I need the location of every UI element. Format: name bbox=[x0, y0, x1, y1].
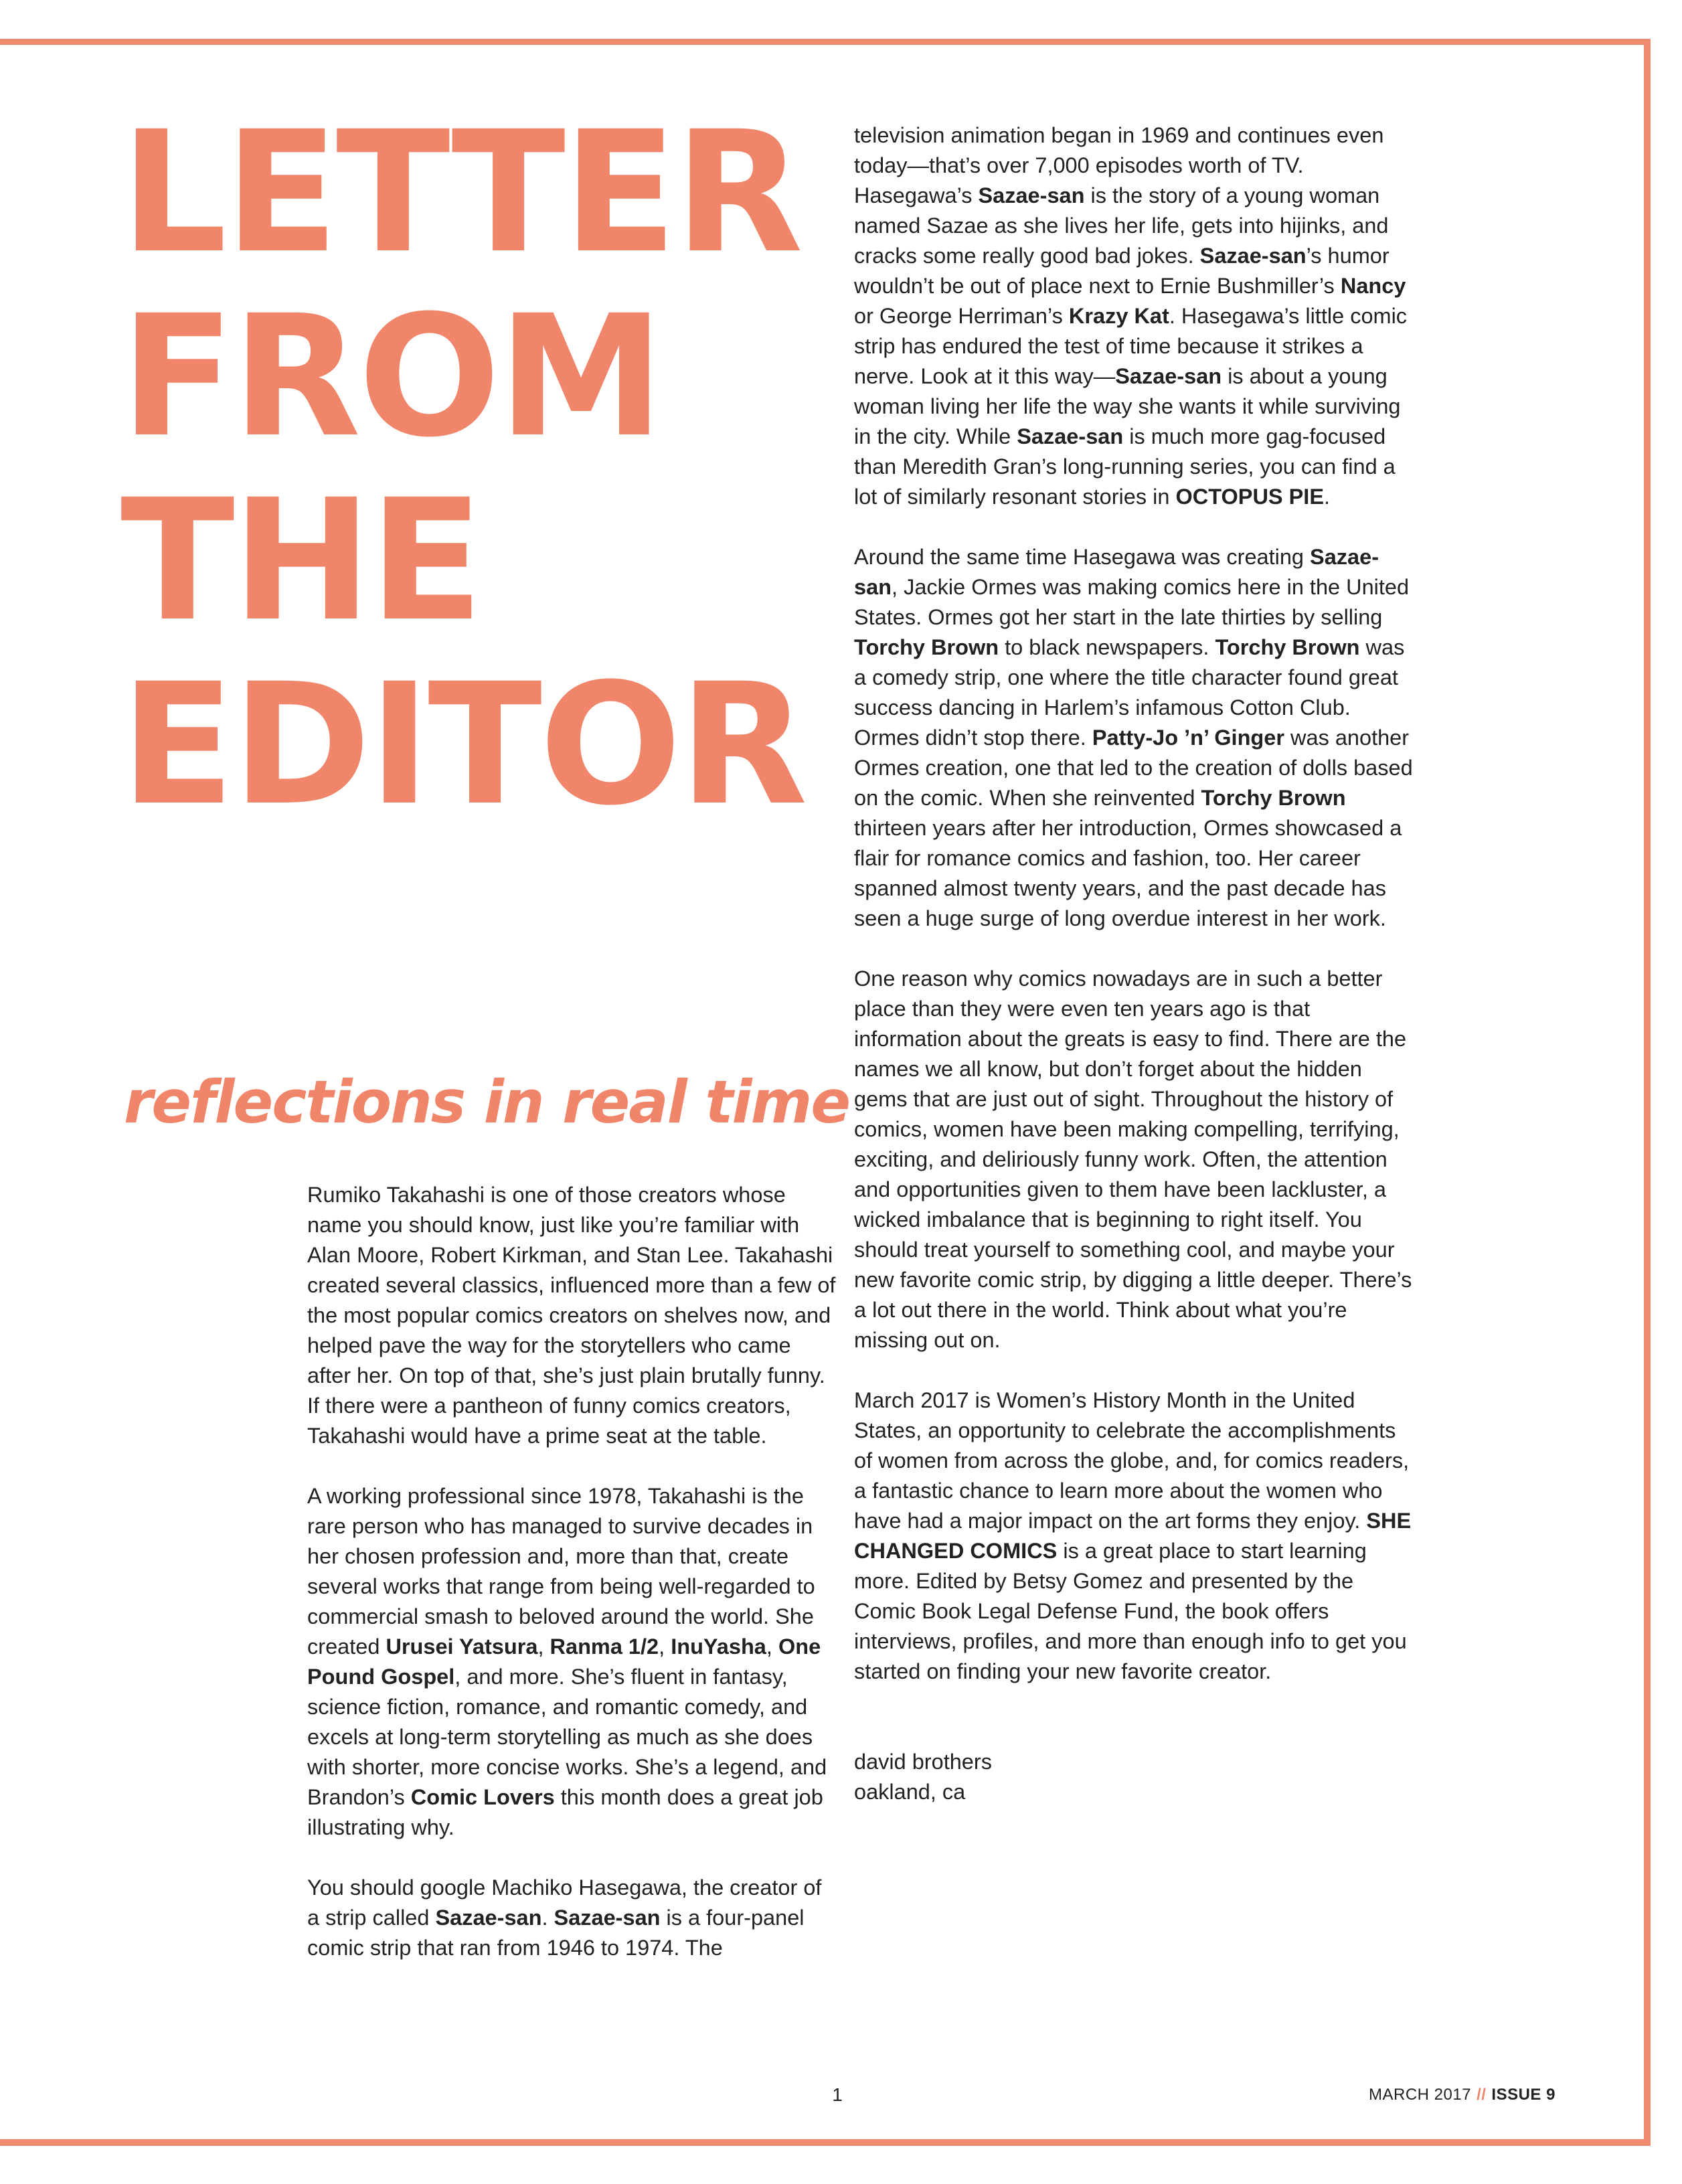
paragraph: A working professional since 1978, Takahashi is the rare person who has managed to survive decades in her chosen profession and, more than that, create several works that range from being well-regarded to commercial smash to beloved around the world. She created Urusei Yatsura, Ranma 1/2, InuYasha, One Pound Gospel, and more. She’s fluent in fantasy, science fiction, romance, and romantic comedy, and excels at long-term storytelling as much as she does with shorter, more concise works. She’s a legend, and Brandon’s Comic Lovers this month does a great job illustrating why. bbox=[307, 1484, 827, 1839]
signature-location: oakland, ca bbox=[854, 1780, 966, 1804]
title-reference: One Pound Gospel bbox=[307, 1634, 821, 1689]
title-reference: Sazae-san bbox=[854, 545, 1379, 599]
page-number: 1 bbox=[832, 2084, 843, 2105]
title-reference: Nancy bbox=[1340, 274, 1406, 298]
issue-separator: // bbox=[1477, 2086, 1487, 2104]
title-reference: Sazae-san bbox=[978, 183, 1085, 207]
paragraph: One reason why comics nowadays are in such a better place than they were even ten years ago is that information about the greats is easy to find. There are the names we all know, but don’t forget about the hidden gems that are just out of sight. Throughout the history of comics, women have been making compelling, terrifying, exciting, and deliriously funny work. Often, the attention and opportunities given to them have been lackluster, a wicked imbalance that is beginning to right itself. You should treat yourself to something cool, and maybe your new favorite comic strip, by digging a little deeper. There’s a lot out there in the world. Think about what you’re missing out on. bbox=[854, 967, 1412, 1352]
issue-date: MARCH 2017 bbox=[1369, 2086, 1472, 2104]
title-line: THE bbox=[120, 463, 481, 658]
paragraph: television animation began in 1969 and continues even today—that’s over 7,000 episodes worth of TV. Hasegawa’s Sazae-san is the story of a young woman named Sazae as she lives her life, gets into hijinks, and cracks some really good bad jokes. Sazae-san’s humor wouldn’t be out of place next to Ernie Bushmiller’s Nancy or George Herriman’s Krazy Kat. Hasegawa’s little comic strip has endured the test of time because it strikes a nerve. Look at it this way—Sazae-san is about a young woman living her life the way she wants it while surviving in the city. While Sazae-san is much more gag-focused than Meredith Gran’s long-running series, you can find a lot of similarly resonant stories in OCTOPUS PIE. bbox=[854, 123, 1408, 509]
title-line: FROM bbox=[120, 279, 662, 474]
issue-number: ISSUE 9 bbox=[1491, 2086, 1555, 2104]
title-reference: Krazy Kat bbox=[1068, 304, 1169, 328]
paragraph: Around the same time Hasegawa was creating Sazae-san, Jackie Ormes was making comics here in the United States. Ormes got her start in the late thirties by selling Torchy Brown to black newspapers. Torchy Brown was a comedy strip, one where the title character found great success dancing in Harlem’s infamous Cotton Club. Ormes didn’t stop there. Patty-Jo ’n’ Ginger was another Ormes creation, one that led to the creation of dolls based on the comic. When she reinvented Torchy Brown thirteen years after her introduction, Ormes showcased a flair for romance comics and fashion, too. Her career spanned almost twenty years, and the past decade has seen a huge surge of long overdue interest in her work. bbox=[854, 545, 1413, 930]
title-line: EDITOR bbox=[120, 647, 805, 842]
page-border-top bbox=[0, 39, 1651, 45]
title-reference: Ranma 1/2 bbox=[550, 1634, 659, 1659]
subtitle: reflections in real time bbox=[124, 1068, 850, 1137]
title-reference: Torchy Brown bbox=[854, 635, 999, 659]
title-reference: Sazae-san bbox=[435, 1906, 542, 1930]
page-border-right bbox=[1644, 39, 1651, 2146]
paragraph: March 2017 is Women’s History Month in the United States, an opportunity to celebrate the accomplishments of women from across the globe, and, for comics readers, a fantastic chance to learn more about the women who have had a major impact on the art forms they enjoy. SHE CHANGED COMICS is a great place to start learning more. Edited by Betsy Gomez and presented by the Comic Book Legal Defense Fund, the book offers interviews, profiles, and more than enough info to get you started on finding your new favorite creator. bbox=[854, 1388, 1412, 1683]
title-reference: Urusei Yatsura bbox=[386, 1634, 538, 1659]
issue-info bbox=[1369, 2083, 1555, 2107]
paragraph: Rumiko Takahashi is one of those creators whose name you should know, just like you’re familiar with Alan Moore, Robert Kirkman, and Stan Lee. Takahashi created several classics, influenced more than a few of the most popular comics creators on shelves now, and helped pave the way for the storytellers who came after her. On top of that, she’s just plain brutally funny. If there were a pantheon of funny comics creators, Takahashi would have a prime seat at the table. bbox=[307, 1183, 836, 1448]
title-reference: SHE CHANGED COMICS bbox=[854, 1509, 1412, 1563]
title-reference: Torchy Brown bbox=[1215, 635, 1360, 659]
page-border-bottom bbox=[0, 2139, 1651, 2146]
title-line: LETTER bbox=[120, 95, 801, 290]
left-column bbox=[307, 1180, 836, 1993]
title-reference: Sazae-san bbox=[1017, 424, 1124, 448]
title-reference: Torchy Brown bbox=[1201, 786, 1346, 810]
title-reference: Sazae-san bbox=[554, 1906, 661, 1930]
title-reference: Sazae-san bbox=[1199, 244, 1307, 268]
title-reference: Patty-Jo ’n’ Ginger bbox=[1092, 726, 1284, 750]
title-reference: OCTOPUS PIE bbox=[1175, 485, 1325, 509]
page-title bbox=[120, 95, 805, 842]
right-column bbox=[854, 120, 1416, 1807]
paragraph: You should google Machiko Hasegawa, the creator of a strip called Sazae-san. Sazae-san is a four-panel comic strip that ran from 1946 to 1974. The bbox=[307, 1875, 822, 1960]
signature-name: david brothers bbox=[854, 1750, 992, 1774]
title-reference: Comic Lovers bbox=[410, 1785, 555, 1809]
title-reference: Sazae-san bbox=[1115, 364, 1222, 388]
title-reference: InuYasha bbox=[671, 1634, 766, 1659]
